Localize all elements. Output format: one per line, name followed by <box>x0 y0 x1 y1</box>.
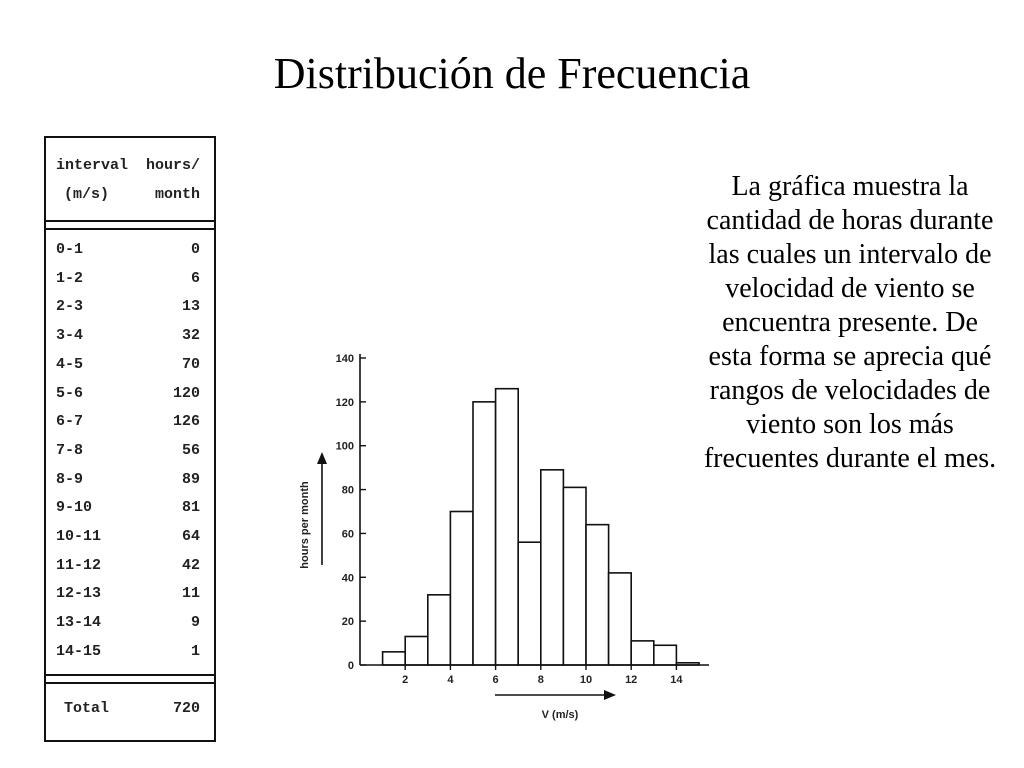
y-axis-label: hours per month <box>299 481 311 569</box>
table-cell-interval: 13-14 <box>56 614 102 632</box>
table-total-label: Total <box>64 700 110 717</box>
table-cell-interval: 5-6 <box>56 384 84 402</box>
table-cell-hours: 120 <box>172 384 200 402</box>
table-cell-hours: 64 <box>181 528 200 545</box>
table-cell-interval: 0-1 <box>56 241 84 258</box>
histogram-bar <box>563 487 586 665</box>
table-cell-hours: 42 <box>181 556 200 574</box>
table-cell-hours: 6 <box>190 269 200 287</box>
x-tick-label: 6 <box>492 674 499 686</box>
x-tick-label: 12 <box>625 674 638 686</box>
y-axis-arrowhead <box>317 452 327 464</box>
y-tick-label: 80 <box>341 484 354 497</box>
table-cell-interval: 6-7 <box>56 413 84 431</box>
table-cell-interval: 4-5 <box>56 355 84 373</box>
table-cell-hours: 9 <box>190 614 200 632</box>
histogram-bar <box>383 652 406 665</box>
histogram-bar <box>541 470 564 665</box>
table-cell-interval: 1-2 <box>56 269 84 287</box>
table-cell-hours: 11 <box>181 585 200 603</box>
table-cell-hours: 13 <box>181 298 200 316</box>
y-tick-label: 40 <box>341 572 354 585</box>
table-cell-interval: 11-12 <box>56 556 102 574</box>
x-tick-label: 10 <box>579 674 593 686</box>
table-header-interval: interval <box>56 157 129 174</box>
histogram-bar <box>496 389 519 665</box>
table-cell-hours: 56 <box>181 441 200 459</box>
x-tick-label: 4 <box>447 674 454 686</box>
y-axis-ticks <box>336 353 366 672</box>
table-header-month: month <box>154 186 200 203</box>
histogram-bar <box>473 402 496 665</box>
frequency-table <box>44 136 216 742</box>
histogram-bar <box>586 525 609 665</box>
table-total-rule <box>46 674 214 676</box>
table-cell-hours: 0 <box>190 241 200 258</box>
y-tick-label: 0 <box>347 660 354 672</box>
table-top-rule <box>46 136 214 138</box>
table-header-hours: hours/ <box>145 157 200 174</box>
table-cell-hours: 32 <box>181 327 200 345</box>
x-tick-label: 2 <box>402 674 409 686</box>
histogram-bars <box>383 389 699 665</box>
x-axis-label: V (m/s) <box>541 709 579 721</box>
histogram-bar <box>518 542 541 665</box>
table-header-rule-double <box>46 228 214 230</box>
description-text: La gráfica muestra la cantidad de horas durante las cuales un intervalo de velocidad de viento se encuentra presente. De esta forma se aprecia qué rangos de velocidades de viento son los más frecuentes durante el mes. <box>703 171 997 474</box>
table-cell-interval: 12-13 <box>56 585 102 603</box>
y-tick-label: 100 <box>335 440 354 453</box>
table-cell-interval: 3-4 <box>56 327 84 345</box>
table-cell-hours: 126 <box>172 413 200 431</box>
histogram-bar <box>609 573 632 665</box>
slide-title: Distribución de Frecuencia <box>273 49 751 98</box>
table-header-rule <box>46 220 214 222</box>
histogram-bar <box>631 641 654 665</box>
x-axis-ticks <box>402 665 683 686</box>
y-tick-label: 60 <box>341 528 354 541</box>
table-cell-hours: 81 <box>181 499 200 517</box>
histogram-bar <box>428 595 451 665</box>
table-cell-hours: 89 <box>181 470 200 488</box>
x-tick-label: 8 <box>537 674 544 686</box>
table-total-rule-double <box>46 682 214 684</box>
table-cell-interval: 14-15 <box>56 642 102 660</box>
table-cell-interval: 7-8 <box>56 441 84 459</box>
table-cell-hours: 1 <box>190 642 200 660</box>
histogram-bar <box>654 645 677 665</box>
table-cell-interval: 9-10 <box>56 499 93 517</box>
histogram-bar <box>450 512 473 666</box>
wind-speed-histogram <box>290 340 710 730</box>
y-tick-label: 140 <box>335 353 354 365</box>
table-cell-hours: 70 <box>181 355 200 373</box>
table-cell-interval: 8-9 <box>56 470 84 488</box>
y-tick-label: 20 <box>341 616 354 629</box>
table-total-value: 720 <box>172 700 200 717</box>
table-header-unit: (m/s) <box>64 186 110 203</box>
x-axis-arrowhead <box>604 690 616 700</box>
table-cell-interval: 2-3 <box>56 298 84 316</box>
x-tick-label: 14 <box>670 674 683 686</box>
histogram-bar <box>405 636 428 665</box>
y-tick-label: 120 <box>335 396 354 409</box>
table-cell-interval: 10-11 <box>56 528 102 545</box>
